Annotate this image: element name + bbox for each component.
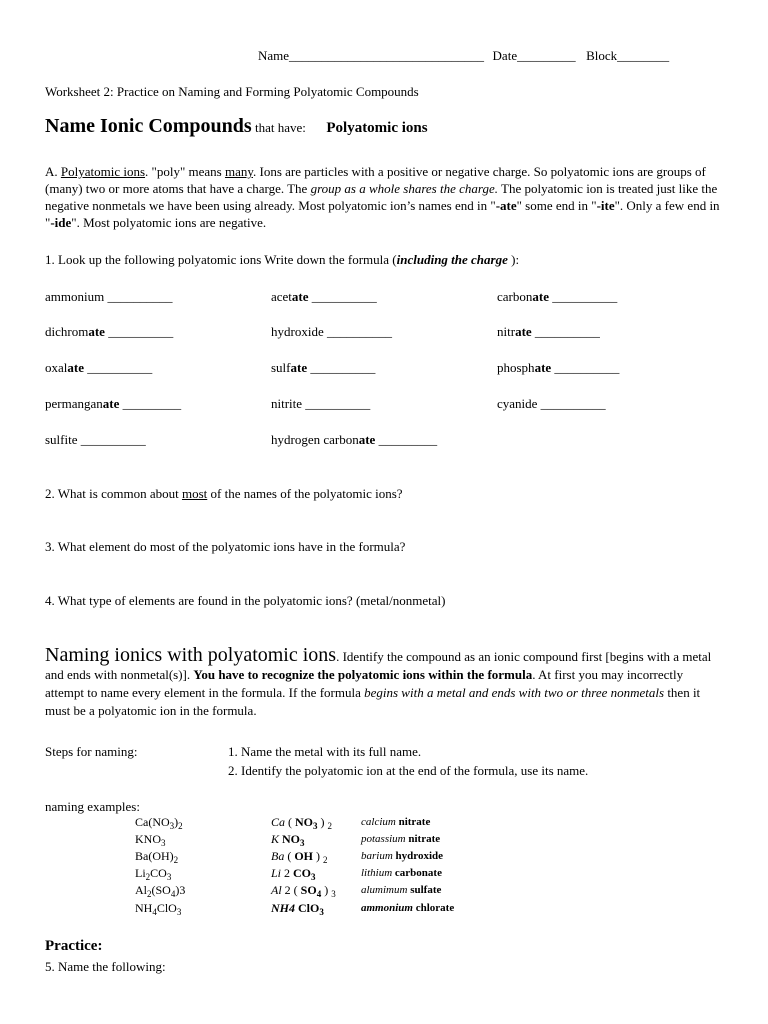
question-1: 1. Look up the following polyatomic ions Write down the formula (including the charge ): [45, 252, 520, 267]
ion-item[interactable]: cyanide __________ [497, 396, 606, 411]
example-formula: $Al_2(SO_4)3$ [135, 883, 186, 899]
example-name: lithium carbonate [361, 867, 442, 879]
question-3: 3. What element do most of the polyatomic ions have in the formula? [45, 539, 406, 554]
example-breakdown: Li 2 $CO_3$ [271, 866, 316, 882]
example-name: potassium nitrate [361, 833, 441, 845]
example-breakdown: NH4 ClO$_3$ [271, 901, 324, 917]
ion-item[interactable]: acetate __________ [271, 289, 377, 304]
section2-title: Naming ionics with polyatomic ions [45, 644, 337, 666]
example-breakdown: Ca ( $NO_3$ ) $_2$ [271, 815, 333, 831]
ion-item[interactable]: sulfate __________ [271, 360, 376, 375]
ion-item[interactable]: ammonium __________ [45, 289, 173, 304]
header-fields [258, 47, 669, 64]
section1-heading [45, 115, 428, 137]
many-term: many [224, 164, 254, 179]
ion-item[interactable]: nitrate __________ [497, 324, 600, 339]
practice-title: Practice: [45, 938, 103, 954]
example-formula: $Ba(OH)_2$ [135, 849, 179, 865]
section1-topic: Polyatomic ions [326, 120, 428, 136]
example-name: barium hydroxide [361, 850, 444, 862]
example-formula: $NH_4ClO_3$ [135, 901, 182, 917]
example-name: ammonium chlorate [361, 902, 455, 914]
ion-item[interactable]: hydroxide __________ [271, 324, 392, 339]
steps-label: Steps for naming: [45, 744, 138, 759]
example-name: calcium nitrate [361, 816, 431, 828]
question-5: 5. Name the following: [45, 959, 166, 974]
block-label: Block [586, 48, 618, 63]
ion-item[interactable]: dichromate __________ [45, 324, 174, 339]
ion-item[interactable]: nitrite __________ [271, 396, 371, 411]
block-blank[interactable]: ________ [617, 48, 670, 63]
examples-label: naming examples: [45, 799, 140, 814]
worksheet-title: Worksheet 2: Practice on Naming and Forming Polyatomic Compounds [45, 84, 419, 99]
example-name: alumimum sulfate [361, 884, 442, 896]
polyatomic-ions-term: Polyatomic ions [60, 164, 146, 179]
date-blank[interactable]: _________ [517, 48, 576, 63]
ion-item[interactable]: phosphate __________ [497, 360, 620, 375]
example-formula: $Ca(NO_3)_2$ [135, 815, 183, 831]
date-label: Date [492, 48, 518, 63]
ion-item[interactable]: hydrogen carbonate _________ [271, 432, 438, 447]
example-breakdown: Ba ( OH ) $_2$ [271, 849, 328, 865]
question-4: 4. What type of elements are found in the polyatomic ions? (metal/nonmetal) [45, 593, 446, 608]
ion-item[interactable]: sulfite __________ [45, 432, 146, 447]
name-label: Name [258, 48, 290, 63]
ion-item[interactable]: oxalate __________ [45, 360, 153, 375]
name-blank[interactable]: ______________________________ [289, 48, 485, 63]
section1-title-suffix: that have: [251, 120, 306, 135]
section1-title: Name Ionic Compounds [45, 115, 252, 137]
intro-paragraph: A. Polyatomic ions. "poly" means many. Ions are particles with a positive or negative charge. So polyatomic ions are groups of (many) two or more atoms that have a charge. The group as a whole shares the charge. The polyatomic ion is treated just like the negative nonmetals we have been using already. Most polyatomic ion’s names end in "-ate" some end in "-ite". Only a few end in "-ide". Most polyatomic ions are negative. [45, 164, 720, 230]
ion-item[interactable]: permanganate _________ [45, 396, 182, 411]
example-breakdown: Al 2 ( $SO_4$ ) $_3$ [271, 883, 336, 899]
step-item: 1. Name the metal with its full name. [228, 744, 422, 759]
example-breakdown: K $NO_3$ [271, 832, 305, 848]
question-2: 2. What is common about most of the names of the polyatomic ions? [45, 486, 403, 501]
example-formula: $Li_2CO_3$ [135, 866, 172, 882]
section2-paragraph: Naming ionics with polyatomic ions. Identify the compound as an ionic compound first [begins with a metal and ends with nonmetal(s)]. You have to recognize the polyatomic ions within the formula. At first you may incorrectly attempt to name every element in the formula. If the formula begins with a metal and ends with two or three nonmetals then it must be a polyatomic ion in the formula. [45, 644, 712, 718]
example-formula: $KNO_3$ [135, 832, 166, 848]
step-item: 2. Identify the polyatomic ion at the end of the formula, use its name. [228, 763, 589, 778]
ion-item[interactable]: carbonate __________ [497, 289, 618, 304]
